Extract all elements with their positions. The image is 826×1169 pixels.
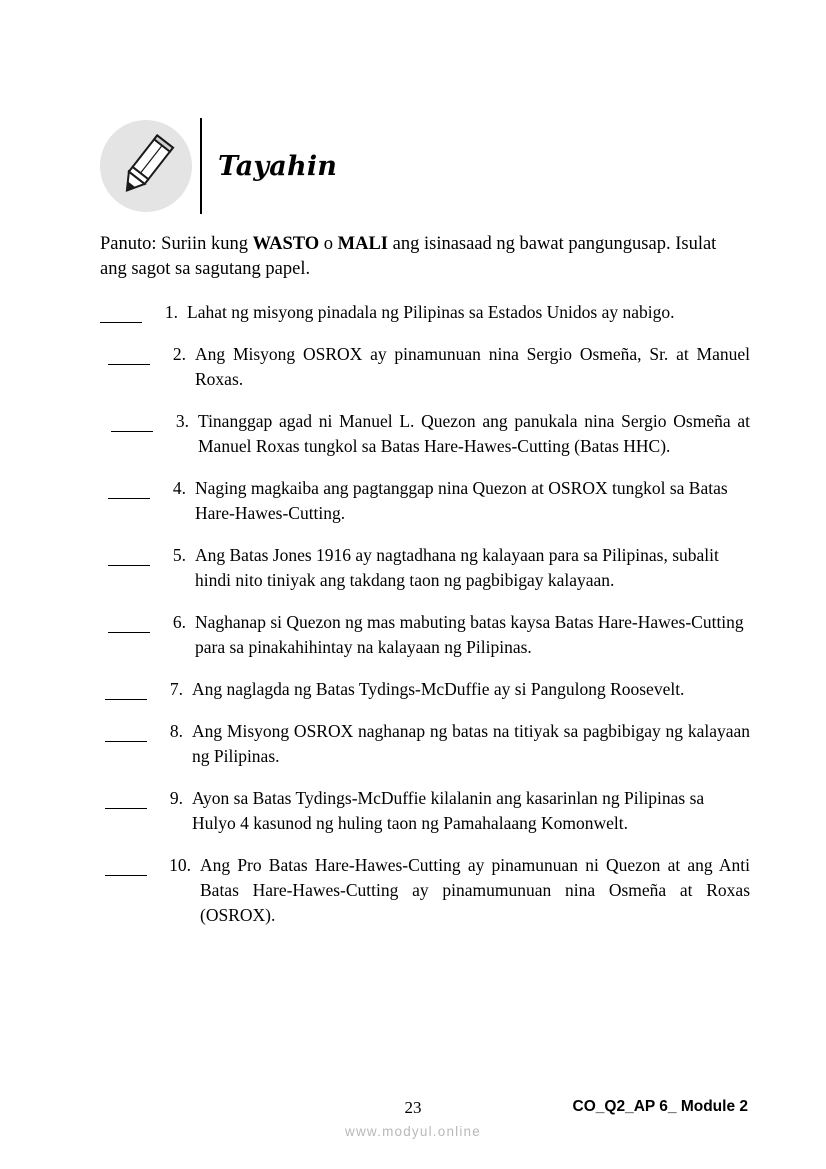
instruction-suffix: ang isinasaad ng bawat pangungusap. Isulat ang sagot sa sagutang papel. [100, 234, 717, 279]
answer-blank[interactable] [100, 305, 142, 323]
item-number: 6. [172, 612, 186, 632]
page-number: 23 [404, 1098, 422, 1117]
list-item [100, 677, 750, 702]
item-number: 5. [172, 545, 186, 565]
instruction-bold-wasto: WASTO [252, 234, 320, 254]
item-number: 2. [172, 344, 186, 364]
answer-blank[interactable] [105, 682, 147, 700]
answer-blank[interactable] [105, 858, 147, 876]
item-number: 7. [169, 679, 183, 699]
item-text: Ang Pro Batas Hare-Hawes-Cutting ay pinamunuan ni Quezon at ang Anti Batas Hare-Hawes-Cutting ay pinamumunuan nina Osmeña at Roxas (OSROX). [200, 855, 750, 925]
list-item [100, 476, 750, 526]
item-text: Naghanap si Quezon ng mas mabuting batas kaysa Batas Hare-Hawes-Cutting para sa pinakahihintay na kalayaan ng Pilipinas. [195, 612, 744, 657]
page-title: Tayahin [218, 150, 338, 182]
item-number: 9. [169, 788, 183, 808]
list-item [100, 300, 750, 325]
answer-blank[interactable] [108, 615, 150, 633]
instruction-middle: o [319, 234, 338, 254]
item-number: 3. [175, 411, 189, 431]
item-text: Lahat ng misyong pinadala ng Pilipinas sa Estados Unidos ay nabigo. [187, 302, 675, 322]
section-header [100, 118, 337, 214]
list-item [100, 719, 750, 769]
list-item [100, 853, 750, 928]
item-number: 8. [169, 721, 183, 741]
header-divider [200, 118, 202, 214]
question-list [100, 300, 750, 945]
list-item [100, 543, 750, 593]
module-label: CO_Q2_AP 6_ Module 2 [572, 1098, 748, 1115]
answer-blank[interactable] [108, 548, 150, 566]
item-text: Ayon sa Batas Tydings-McDuffie kilalanin ang kasarinlan ng Pilipinas sa Hulyo 4 kasunod ng huling taon ng Pamahalaang Komonwelt. [192, 788, 705, 833]
item-number: 4. [172, 478, 186, 498]
pencil-badge [100, 120, 192, 212]
list-item [100, 409, 750, 459]
answer-blank[interactable] [108, 481, 150, 499]
item-text: Naging magkaiba ang pagtanggap nina Quezon at OSROX tungkol sa Batas Hare-Hawes-Cutting. [195, 478, 728, 523]
item-text: Ang Misyong OSROX ay pinamunuan nina Sergio Osmeña, Sr. at Manuel Roxas. [195, 344, 750, 389]
answer-blank[interactable] [105, 724, 147, 742]
answer-blank[interactable] [105, 791, 147, 809]
list-item [100, 610, 750, 660]
answer-blank[interactable] [108, 347, 150, 365]
item-text: Tinanggap agad ni Manuel L. Quezon ang panukala nina Sergio Osmeña at Manuel Roxas tungkol sa Batas Hare-Hawes-Cutting (Batas HHC). [198, 411, 750, 456]
instruction-prefix: Panuto: Suriin kung [100, 234, 253, 254]
list-item [100, 342, 750, 392]
item-text: Ang Batas Jones 1916 ay nagtadhana ng kalayaan para sa Pilipinas, subalit hindi nito tiniyak ang takdang taon ng pagbibigay kalayaan. [195, 545, 719, 590]
item-text: Ang naglagda ng Batas Tydings-McDuffie ay si Pangulong Roosevelt. [192, 679, 685, 699]
list-item [100, 786, 750, 836]
item-number: 10. [169, 855, 191, 875]
instruction-bold-mali: MALI [337, 234, 389, 254]
answer-blank[interactable] [111, 414, 153, 432]
watermark: www.modyul.online [345, 1124, 481, 1139]
item-text: Ang Misyong OSROX naghanap ng batas na titiyak sa pagbibigay ng kalayaan ng Pilipinas. [192, 721, 750, 766]
item-number: 1. [164, 302, 178, 322]
pencil-icon [114, 133, 178, 199]
instruction-text [100, 232, 728, 282]
